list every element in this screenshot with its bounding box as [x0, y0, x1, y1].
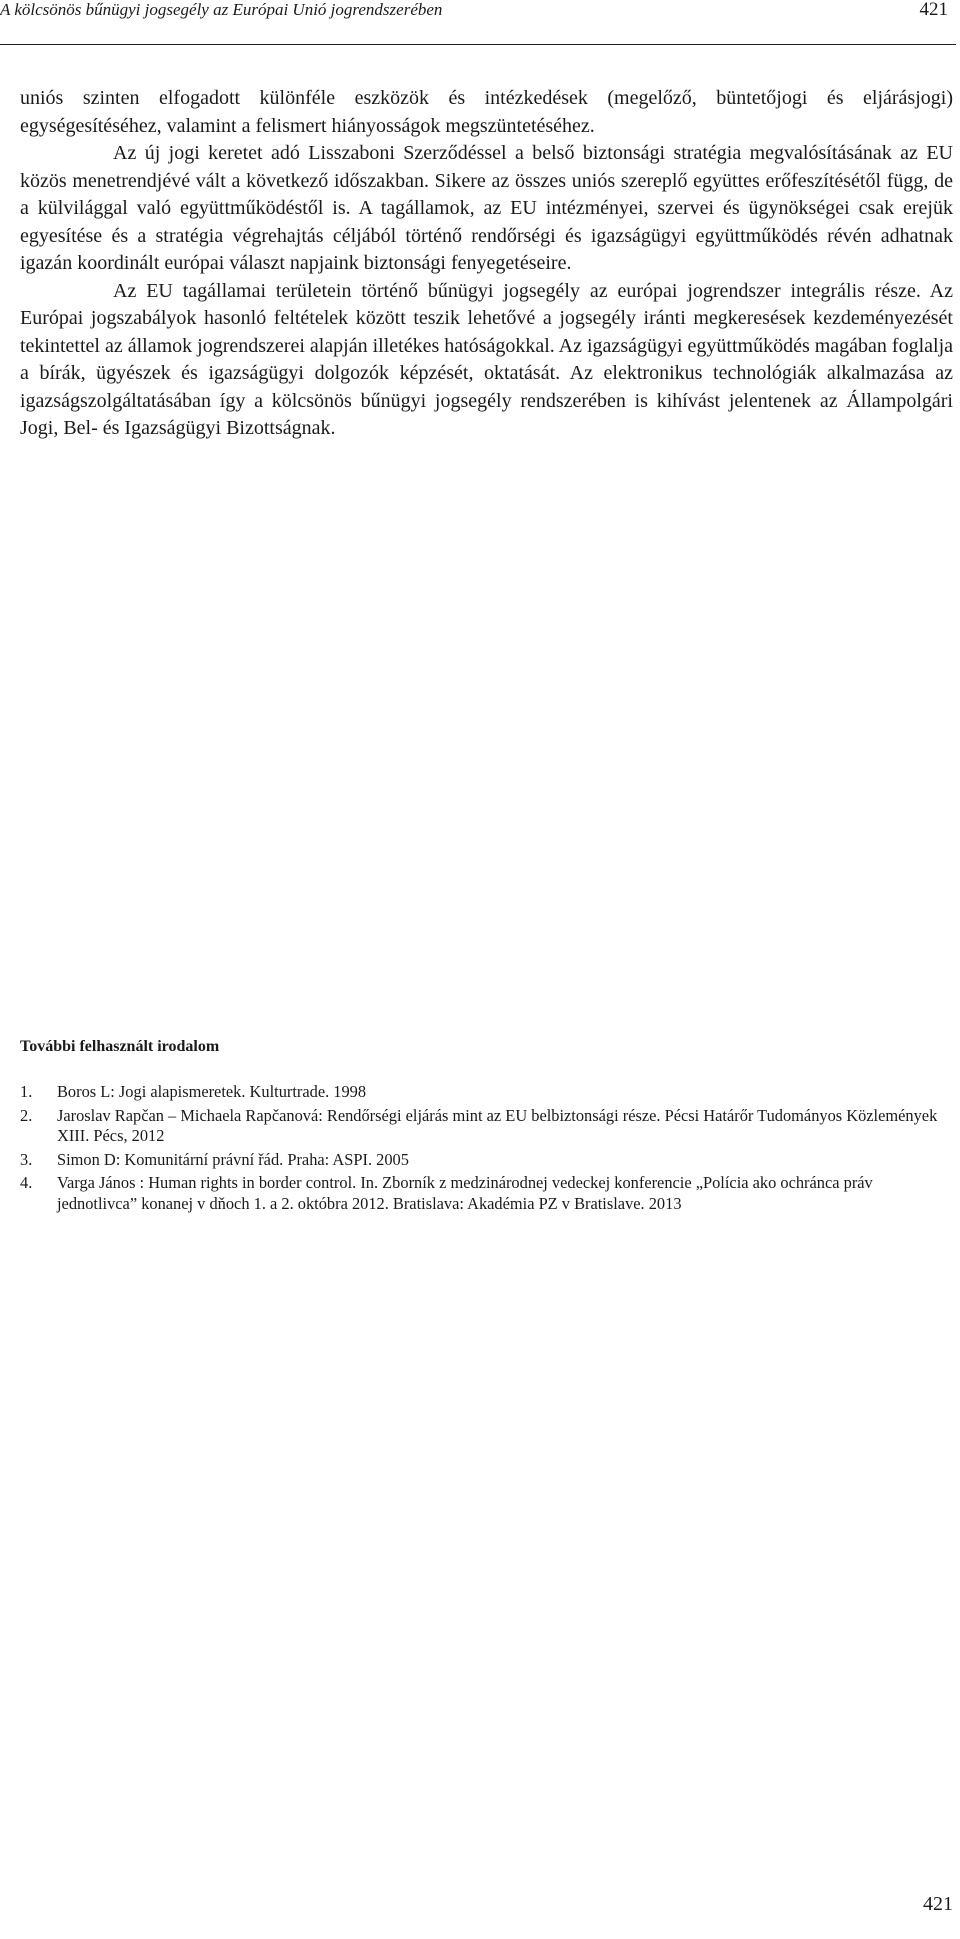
- reference-text: Simon D: Komunitární právní řád. Praha: ASPI. 2005: [57, 1149, 409, 1169]
- paragraph-continuation: uniós szinten elfogadott különféle eszközök és intézkedések (megelőző, büntetőjogi és eljárásjogi) egységesítéséhez, valamint a felismert hiányosságok megszüntetéséhez.: [20, 87, 953, 137]
- reference-text: Boros L: Jogi alapismeretek. Kulturtrade. 1998: [57, 1082, 367, 1101]
- reference-number: 3.: [20, 1149, 33, 1169]
- reference-item: [20, 1082, 953, 1103]
- reference-number: 4.: [20, 1173, 33, 1192]
- reference-number: 2.: [20, 1105, 33, 1125]
- paragraph-legal-assistance: Az EU tagállamai területein történő bűnügyi jogsegély az európai jogrendszer integrális része. Az Európai jogszabályok hasonló feltételek között teszik lehetővé a jogsegély iránti megkeresések kezdeményezését tekintettel az államok jogrendszerei alapján illetékes hatóságokkal. Az igazságügyi együttműködés magában foglalja a bírák, ügyészek és igazságügyi dolgozók képzését, oktatását. Az elektronikus technológiák alkalmazása az igazságszolgáltatásában így a kölcsönös bűnügyi jogsegély rendszerében is kihívást jelentenek az Állampolgári Jogi, Bel- és Igazságügyi Bizottságnak.: [20, 279, 954, 439]
- paragraph-lisbon-treaty: Az új jogi keretet adó Lisszaboni Szerződéssel a belső biztonsági stratégia megvalósításának az EU közös menetrendjévé vált a következő időszakban. Sikere az összes uniós szereplő együttes erőfeszítésétől függ, de a külvilággal való együttműködéstől is. A tagállamok, az EU intézményei, szervei és ügynökségei csak erejük egyesítése és a stratégia végrehajtás céljából történő rendőrségi és igazságügyi együttműködés révén adhatnak igazán koordinált európai választ napjaink biztonsági fenyegetéseire.: [20, 142, 953, 274]
- reference-text: Jaroslav Rapčan – Michaela Rapčanová: Rendőrségi eljárás mint az EU belbiztonsági része. Pécsi Határőr Tudományos Közlemények XIII. Pécs, 2012: [57, 1105, 938, 1145]
- reference-item: [20, 1106, 953, 1147]
- references-heading: További felhasznált irodalom: [20, 1038, 220, 1055]
- running-title: A kölcsönös bűnügyi jogsegély az Európai Unió jogrendszerében: [0, 0, 443, 19]
- reference-item: [20, 1150, 953, 1171]
- reference-text: Varga János : Human rights in border control. In. Zborník z medzinárodnej vedeckej konferencie „Polícia ako ochránca práv jednotlivca” konanej v dňoch 1. a 2. októbra 2012. Bratislava: Akadémia PZ v Bratislave. 2013: [57, 1173, 873, 1213]
- body-text: [20, 85, 953, 443]
- footer-page-number: 421: [923, 1893, 953, 1915]
- references-list: [20, 1082, 953, 1217]
- reference-number: 1.: [20, 1082, 33, 1101]
- reference-item: [20, 1173, 953, 1214]
- running-header: [0, 0, 956, 45]
- header-page-number: 421: [919, 0, 948, 20]
